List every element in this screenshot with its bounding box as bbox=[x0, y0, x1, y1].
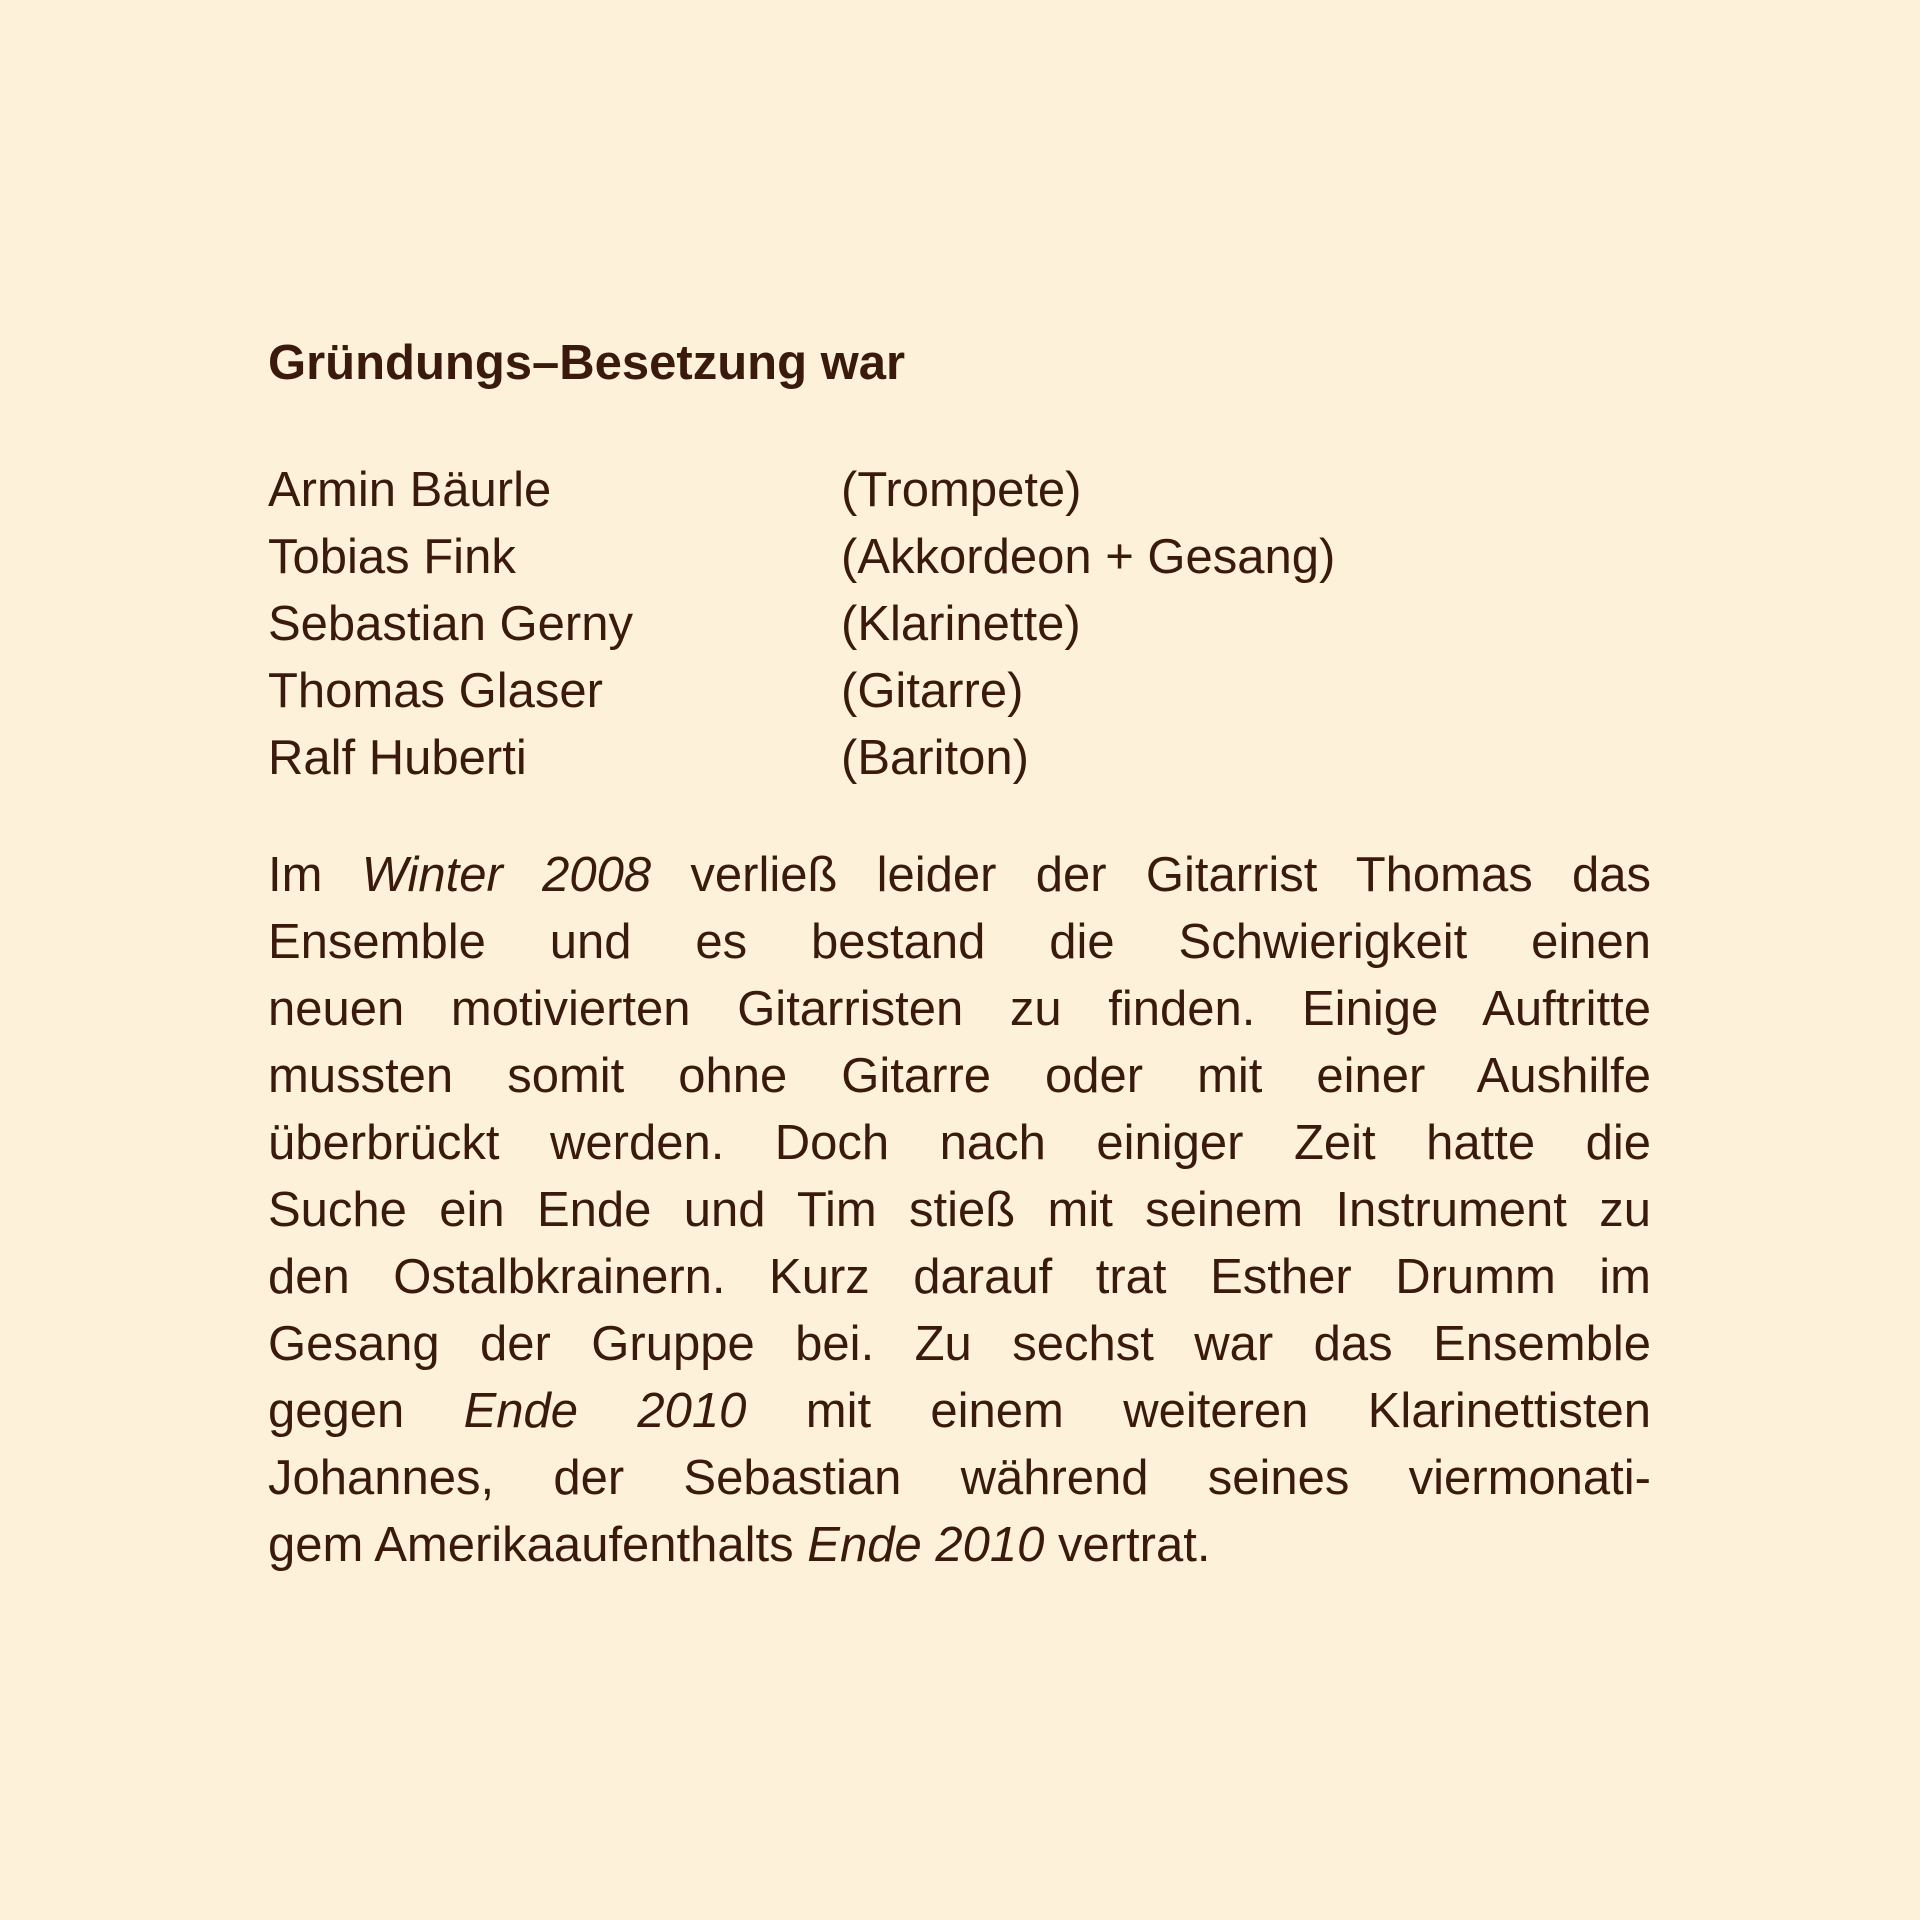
paragraph-line bbox=[268, 1043, 1651, 1110]
member-name: Armin Bäurle bbox=[268, 463, 552, 517]
member-instrument: (Bariton) bbox=[841, 731, 1029, 785]
member-instrument: (Klarinette) bbox=[841, 597, 1081, 651]
paragraph-text: Suche ein Ende und Tim stieß mit seinem Instrument zu bbox=[268, 1183, 1651, 1237]
emphasized-date: Ende 2010 bbox=[807, 1518, 1045, 1572]
paragraph-text: Johannes, der Sebastian während seines viermonati- bbox=[268, 1451, 1651, 1505]
member-row bbox=[268, 658, 1651, 725]
member-name: Tobias Fink bbox=[268, 530, 516, 584]
paragraph-text: vertrat. bbox=[1044, 1518, 1211, 1572]
emphasized-date: Winter 2008 bbox=[361, 848, 652, 902]
paragraph-text: mussten somit ohne Gitarre oder mit einer Aushilfe bbox=[268, 1049, 1651, 1103]
paragraph-text: neuen motivierten Gitarristen zu finden. Einige Auftritte bbox=[268, 982, 1651, 1036]
member-instrument: (Trompete) bbox=[841, 463, 1082, 517]
paragraph-text: überbrückt werden. Doch nach einiger Zeit hatte die bbox=[268, 1116, 1651, 1170]
history-paragraph bbox=[268, 842, 1651, 1579]
paragraph-text: verließ leider der Gitarrist Thomas das bbox=[651, 848, 1651, 902]
member-name: Sebastian Gerny bbox=[268, 597, 633, 651]
paragraph-text: Gesang der Gruppe bei. Zu sechst war das Ensemble bbox=[268, 1317, 1651, 1371]
paragraph-text: Im bbox=[268, 848, 362, 902]
emphasized-date: Ende 2010 bbox=[463, 1384, 747, 1438]
paragraph-line bbox=[268, 976, 1651, 1043]
paragraph-line bbox=[268, 1512, 1651, 1579]
member-row bbox=[268, 725, 1651, 792]
paragraph-line bbox=[268, 1110, 1651, 1177]
member-list bbox=[268, 457, 1651, 792]
paragraph-text: mit einem weiteren Klarinettisten bbox=[746, 1384, 1652, 1438]
paragraph-line bbox=[268, 1378, 1651, 1445]
member-row bbox=[268, 524, 1651, 591]
member-instrument: (Akkordeon + Gesang) bbox=[841, 530, 1336, 584]
paragraph-line bbox=[268, 842, 1651, 909]
member-instrument: (Gitarre) bbox=[841, 664, 1024, 718]
member-name: Ralf Huberti bbox=[268, 731, 527, 785]
member-row bbox=[268, 591, 1651, 658]
document-content bbox=[268, 330, 1651, 1579]
section-heading: Gründungs–Besetzung war bbox=[268, 336, 906, 390]
paragraph-line bbox=[268, 1311, 1651, 1378]
paragraph-line bbox=[268, 1244, 1651, 1311]
paragraph-text: Ensemble und es bestand die Schwierigkeit einen bbox=[268, 915, 1651, 969]
member-name: Thomas Glaser bbox=[268, 664, 603, 718]
paragraph-text: gegen bbox=[268, 1384, 464, 1438]
paragraph-line bbox=[268, 909, 1651, 976]
member-row bbox=[268, 457, 1651, 524]
paragraph-line bbox=[268, 1445, 1651, 1512]
paragraph-text: gem Amerikaaufenthalts bbox=[268, 1518, 808, 1572]
paragraph-text: den Ostalbkrainern. Kurz darauf trat Esther Drumm im bbox=[268, 1250, 1651, 1304]
paragraph-line bbox=[268, 1177, 1651, 1244]
